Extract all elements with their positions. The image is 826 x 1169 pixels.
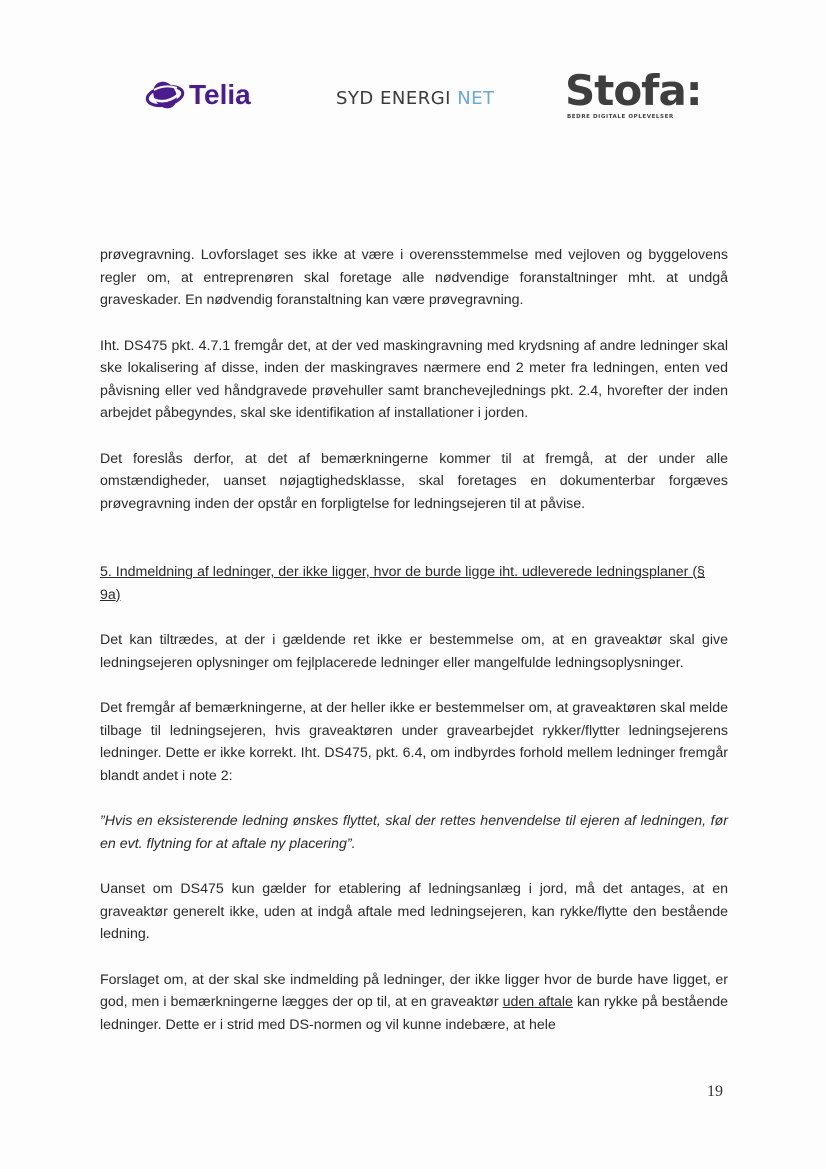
telia-wordmark: Telia	[189, 79, 251, 110]
paragraph-2: Iht. DS475 pkt. 4.7.1 fremgår det, at der ved maskingravning med krydsning af andre ledninger skal ske lokalisering af disse, inden der maskingraves nærmere end 2 meter fra ledningen, enten ved påvisning eller ved håndgravede prøvehuller samt branchevejlednings pkt. 2.4, hvorefter der inden arbejdet påbegyndes, skal ske identifikation af installationer i jorden.	[100, 337, 728, 421]
telia-logo	[145, 76, 251, 114]
telia-pebble-icon	[145, 76, 185, 114]
stofa-wordmark: Stofa:	[565, 66, 702, 115]
stofa-tagline: BEDRE DIGITALE OPLEVELSER	[567, 114, 674, 120]
paragraph-3: Det foreslås derfor, at det af bemærkningerne kommer til at fremgå, at der under alle omstændigheder, uanset nøjagtighedsklasse, skal foretages en dokumenterbar forgæves prøvegravning inden der opstår en forpligtelse for ledningsejeren til at påvise.	[100, 450, 728, 512]
header-logos	[0, 66, 826, 130]
stofa-logo	[565, 66, 702, 120]
page-number: 19	[707, 1083, 723, 1100]
syd-energi-wordmark: SYD ENERGI	[336, 88, 451, 109]
syd-energi-net-logo	[336, 88, 495, 109]
paragraph-7	[100, 969, 728, 1037]
section-5-heading: 5. Indmeldning af ledninger, der ikke ligger, hvor de burde ligge iht. udleverede ledningsplaner (§ 9a)	[100, 564, 705, 603]
paragraph-6: Uanset om DS475 kun gælder for etablering af ledningsanlæg i jord, må det antages, at en graveaktør generelt ikke, uden at indgå aftale med ledningsejeren, kan rykke/flytte den bestående ledning.	[100, 881, 728, 942]
net-wordmark: NET	[457, 88, 495, 109]
paragraph-7-end: kan rykke på bestående ledninger. Dette er i strid med DS-normen og vil kunne indebære, at hele	[100, 994, 728, 1033]
paragraph-7-start: Forslaget om, at der skal ske indmelding på ledninger, der ikke ligger hvor de burde have ligget, er god, men i bemærkningerne lægges der op til, at en graveaktør	[100, 971, 728, 1010]
paragraph-7-underlined: uden aftale	[502, 994, 573, 1010]
body-text	[100, 244, 728, 1059]
paragraph-1: prøvegravning. Lovforslaget ses ikke at være i overensstemmelse med vejloven og byggelovens regler om, at entreprenøren skal foretage alle nødvendige foranstaltninger mht. at undgå graveskader. En nødvendig foranstaltning kan være prøvegravning.	[100, 247, 728, 308]
ds475-quote: ”Hvis en eksisterende ledning ønskes flyttet, skal der rettes henvendelse til ejeren af ledningen, før en evt. flytning for at aftale ny placering”.	[100, 813, 728, 852]
paragraph-4: Det kan tiltrædes, at der i gældende ret ikke er bestemmelse om, at en graveaktør skal give ledningsejeren oplysninger om fejlplacerede ledninger eller mangelfulde ledningsoplysninger.	[100, 632, 728, 671]
paragraph-5: Det fremgår af bemærkningerne, at der heller ikke er bestemmelser om, at graveaktøren skal melde tilbage til ledningsejeren, hvis graveaktøren under gravearbejdet rykker/flytter ledningsejerens ledninger. Dette er ikke korrekt. Iht. DS475, pkt. 6.4, om indbyrdes forhold mellem ledninger fremgår blandt andet i note 2:	[100, 700, 728, 784]
